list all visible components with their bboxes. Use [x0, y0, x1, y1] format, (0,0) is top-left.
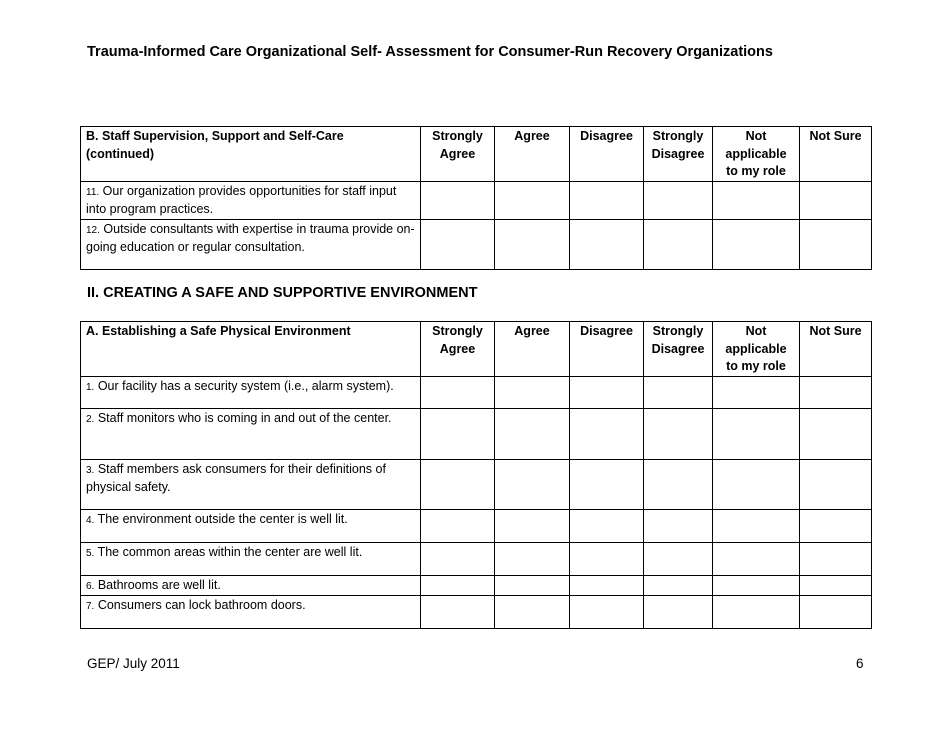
rating-cell-disagree[interactable] — [570, 219, 644, 269]
rating-cell-not-applicable[interactable] — [713, 181, 800, 219]
section-heading: II. CREATING A SAFE AND SUPPORTIVE ENVIRONMENT — [87, 285, 478, 301]
question-cell — [81, 509, 421, 542]
table-row — [81, 408, 872, 459]
rating-cell-strongly-agree[interactable] — [421, 575, 495, 596]
rating-cell-not-sure[interactable] — [800, 575, 872, 596]
rating-cell-disagree[interactable] — [570, 542, 644, 575]
rating-cell-agree[interactable] — [495, 509, 570, 542]
rating-cell-agree[interactable] — [495, 596, 570, 629]
table-row — [81, 509, 872, 542]
rating-cell-strongly-disagree[interactable] — [644, 596, 713, 629]
col-not-applicable: Not applicable to my role — [713, 322, 800, 377]
question-cell — [81, 219, 421, 269]
category-header: B. Staff Supervision, Support and Self-Care (continued) — [81, 127, 421, 182]
rating-cell-not-applicable[interactable] — [713, 509, 800, 542]
col-disagree: Disagree — [570, 322, 644, 377]
rating-cell-disagree[interactable] — [570, 459, 644, 509]
col-strongly-agree: Strongly Agree — [421, 322, 495, 377]
rating-cell-not-sure[interactable] — [800, 509, 872, 542]
question-text: The environment outside the center is well lit. — [97, 511, 348, 526]
document-title: Trauma-Informed Care Organizational Self- Assessment for Consumer-Run Recovery Organizations — [87, 44, 773, 60]
col-strongly-disagree: Strongly Disagree — [644, 127, 713, 182]
col-not-sure: Not Sure — [800, 322, 872, 377]
rating-cell-strongly-agree[interactable] — [421, 408, 495, 459]
question-cell — [81, 181, 421, 219]
rating-cell-strongly-agree[interactable] — [421, 542, 495, 575]
question-text: The common areas within the center are well lit. — [97, 544, 363, 559]
rating-cell-disagree[interactable] — [570, 408, 644, 459]
rating-cell-strongly-disagree[interactable] — [644, 408, 713, 459]
question-cell — [81, 542, 421, 575]
rating-cell-not-applicable[interactable] — [713, 408, 800, 459]
question-number: 12. — [86, 224, 100, 236]
rating-cell-disagree[interactable] — [570, 575, 644, 596]
col-not-applicable: Not applicable to my role — [713, 127, 800, 182]
rating-cell-not-sure[interactable] — [800, 219, 872, 269]
rating-cell-agree[interactable] — [495, 219, 570, 269]
rating-cell-not-applicable[interactable] — [713, 596, 800, 629]
rating-cell-not-applicable[interactable] — [713, 459, 800, 509]
rating-cell-strongly-agree[interactable] — [421, 459, 495, 509]
question-number: 2. — [86, 413, 95, 425]
col-strongly-disagree: Strongly Disagree — [644, 322, 713, 377]
rating-cell-strongly-disagree[interactable] — [644, 181, 713, 219]
table-row — [81, 575, 872, 596]
table-row — [81, 181, 872, 219]
question-cell — [81, 575, 421, 596]
rating-cell-not-sure[interactable] — [800, 408, 872, 459]
table-header-row — [81, 127, 872, 182]
question-cell — [81, 408, 421, 459]
table-row — [81, 542, 872, 575]
rating-cell-disagree[interactable] — [570, 181, 644, 219]
rating-cell-not-sure[interactable] — [800, 459, 872, 509]
category-header: A. Establishing a Safe Physical Environment — [81, 322, 421, 377]
question-text: Bathrooms are well lit. — [97, 577, 221, 592]
rating-cell-not-applicable[interactable] — [713, 542, 800, 575]
rating-cell-strongly-disagree[interactable] — [644, 509, 713, 542]
table-row — [81, 596, 872, 629]
question-cell — [81, 376, 421, 408]
question-text: Our facility has a security system (i.e., alarm system). — [97, 378, 394, 393]
rating-cell-agree[interactable] — [495, 376, 570, 408]
table-row — [81, 376, 872, 408]
question-number: 4. — [86, 514, 95, 526]
rating-cell-agree[interactable] — [495, 542, 570, 575]
question-cell — [81, 459, 421, 509]
table-row — [81, 459, 872, 509]
rating-cell-agree[interactable] — [495, 408, 570, 459]
question-number: 3. — [86, 464, 95, 476]
rating-cell-not-applicable[interactable] — [713, 219, 800, 269]
question-number: 7. — [86, 601, 95, 612]
rating-cell-agree[interactable] — [495, 575, 570, 596]
rating-cell-strongly-disagree[interactable] — [644, 459, 713, 509]
staff-supervision-table — [80, 126, 872, 270]
rating-cell-not-sure[interactable] — [800, 596, 872, 629]
rating-cell-strongly-disagree[interactable] — [644, 219, 713, 269]
rating-cell-strongly-agree[interactable] — [421, 376, 495, 408]
col-strongly-agree: Strongly Agree — [421, 127, 495, 182]
rating-cell-not-applicable[interactable] — [713, 376, 800, 408]
question-text: Outside consultants with expertise in trauma provide on-going education or regular consultation. — [86, 221, 415, 254]
rating-cell-disagree[interactable] — [570, 509, 644, 542]
table-header-row — [81, 322, 872, 377]
question-text: Staff monitors who is coming in and out of the center. — [97, 410, 392, 425]
rating-cell-strongly-agree[interactable] — [421, 181, 495, 219]
rating-cell-strongly-agree[interactable] — [421, 219, 495, 269]
rating-cell-not-sure[interactable] — [800, 181, 872, 219]
rating-cell-not-sure[interactable] — [800, 376, 872, 408]
col-disagree: Disagree — [570, 127, 644, 182]
question-text: Staff members ask consumers for their definitions of physical safety. — [86, 461, 386, 494]
rating-cell-strongly-agree[interactable] — [421, 596, 495, 629]
rating-cell-strongly-disagree[interactable] — [644, 575, 713, 596]
rating-cell-strongly-disagree[interactable] — [644, 542, 713, 575]
col-not-sure: Not Sure — [800, 127, 872, 182]
rating-cell-strongly-agree[interactable] — [421, 509, 495, 542]
question-number: 11. — [86, 186, 100, 198]
question-cell — [81, 596, 421, 629]
rating-cell-agree[interactable] — [495, 181, 570, 219]
rating-cell-not-sure[interactable] — [800, 542, 872, 575]
page-number: 6 — [856, 656, 864, 671]
question-text: Consumers can lock bathroom doors. — [97, 598, 306, 612]
question-number: 5. — [86, 547, 95, 559]
footer-date: GEP/ July 2011 — [87, 656, 180, 671]
table-row — [81, 219, 872, 269]
rating-cell-strongly-disagree[interactable] — [644, 376, 713, 408]
rating-cell-disagree[interactable] — [570, 376, 644, 408]
rating-cell-agree[interactable] — [495, 459, 570, 509]
question-number: 1. — [86, 381, 95, 393]
col-agree: Agree — [495, 127, 570, 182]
question-number: 6. — [86, 580, 95, 592]
col-agree: Agree — [495, 322, 570, 377]
question-text: Our organization provides opportunities for staff input into program practices. — [86, 183, 397, 216]
rating-cell-disagree[interactable] — [570, 596, 644, 629]
safe-physical-environment-table — [80, 321, 872, 629]
rating-cell-not-applicable[interactable] — [713, 575, 800, 596]
